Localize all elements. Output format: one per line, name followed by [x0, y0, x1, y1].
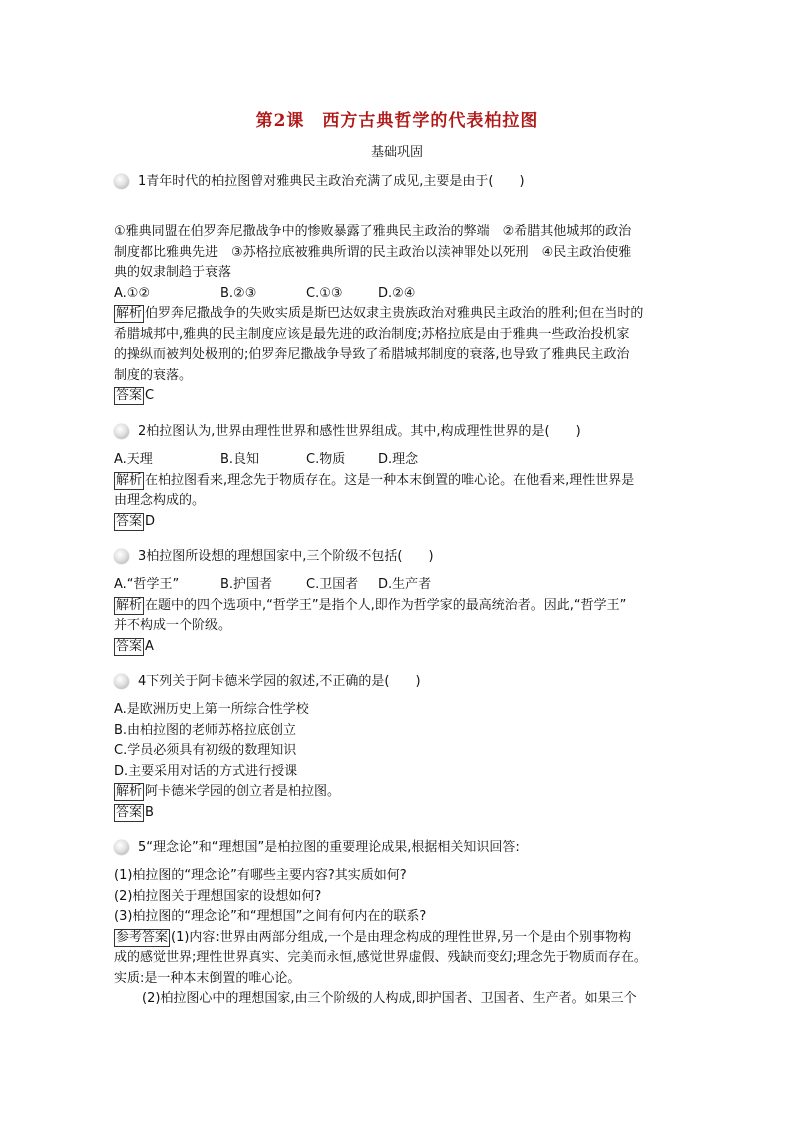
analysis-line: 并不构成一个阶级。 [114, 618, 232, 633]
question-2-options [114, 450, 682, 471]
option-d: D.②④ [378, 285, 416, 301]
subquestion-line: (3)柏拉图的“理念论”和“理想国”之间有何内在的联系? [114, 909, 427, 924]
option-b: B.②③ [220, 285, 257, 301]
analysis-tag: 解析 [116, 306, 143, 321]
question-4-stem [114, 672, 682, 692]
option-b: B.护国者 [220, 577, 273, 592]
lesson-title: 第2课 西方古典哲学的代表柏拉图 [255, 111, 539, 131]
question-5-body [114, 866, 682, 1010]
analysis-tag: 解析 [116, 472, 143, 488]
question-3-stem [114, 547, 682, 567]
option-c: C.卫国者 [306, 577, 359, 592]
option-d: D.理念 [378, 452, 419, 467]
reference-answer-line: 参考答案 (1)内容:世界由两部分组成,一个是由理念构成的理性世界,另一个是由个别事物构 [116, 929, 632, 945]
option-c: C.①③ [306, 285, 343, 301]
option-b: B.良知 [220, 452, 260, 467]
question-bullet-icon [114, 174, 129, 189]
analysis-line: 希腊城邦中,雅典的民主制度应该是最先进的政治制度;苏格拉底是由于雅典一些政治投机家 [114, 326, 630, 342]
option-a: A.“哲学王” [114, 577, 180, 592]
question-2-body [114, 450, 682, 532]
answer-value: C [145, 388, 155, 403]
question-1-stem [114, 172, 682, 192]
answer-value: A [145, 638, 154, 654]
question-bullet-icon [114, 424, 129, 439]
question-4-body [114, 700, 682, 823]
option-c: C.物质 [306, 452, 346, 467]
question-3-body [114, 575, 682, 657]
answer-line [114, 386, 682, 407]
analysis-line: 解析 阿卡德米学园的创立者是柏拉图。 [116, 784, 341, 799]
option-a: A.是欧洲历史上第一所综合性学校 [114, 702, 309, 717]
question-5 [114, 838, 682, 858]
option-d: D.主要采用对话的方式进行授课 [114, 763, 298, 779]
section-heading: 基础巩固 [370, 145, 423, 160]
question-2 [114, 422, 682, 442]
option-a: A.①② [114, 285, 151, 301]
question-2-text: 2柏拉图认为,世界由理性世界和感性世界组成。其中,构成理性世界的是( ) [138, 424, 581, 439]
question-1-text: 1青年时代的柏拉图曾对雅典民主政治充满了成见,主要是由于( ) [138, 174, 525, 189]
answer-tag: 答案 [116, 804, 143, 820]
question-1-body [114, 222, 682, 407]
question-bullet-icon [114, 840, 129, 855]
answer-value: D [145, 513, 156, 529]
analysis-line: 解析 在题中的四个选项中,“哲学王”是指个人,即作为哲学家的最高统治者。因此,“哲学王” [116, 597, 627, 613]
question-4 [114, 672, 682, 692]
question-3-options [114, 575, 682, 596]
question-5-text: 5“理念论”和“理想国”是柏拉图的重要理论成果,根据相关知识回答: [138, 840, 520, 855]
analysis-line: 解析 伯罗奔尼撒战争的失败实质是斯巴达奴隶主贵族政治对雅典民主政治的胜利;但在当时的 [116, 306, 644, 321]
question-2-stem [114, 422, 682, 442]
answer-line [114, 803, 682, 824]
option-c: C.学员必须具有初级的数理知识 [114, 743, 297, 758]
statement-line: ①雅典同盟在伯罗奔尼撒战争中的惨败暴露了雅典民主政治的弊端 ②希腊其他城邦的政治 [114, 224, 632, 239]
question-3 [114, 547, 682, 567]
subquestion-line: (1)柏拉图的“理念论”有哪些主要内容?其实质如何? [114, 868, 407, 883]
statement-line: 制度都比雅典先进 ③苏格拉底被雅典所谓的民主政治以渎神罪处以死刑 ④民主政治使雅 [114, 244, 632, 260]
analysis-tag: 解析 [116, 597, 143, 613]
reference-answer-line: 成的感觉世界;理性世界真实、完美而永恒,感觉世界虚假、残缺而变幻;理念先于物质而存在。 [114, 950, 647, 965]
answer-tag: 答案 [116, 388, 143, 403]
question-bullet-icon [114, 549, 129, 564]
reference-answer-line: (2)柏拉图心中的理想国家,由三个阶级的人构成,即护国者、卫国者、生产者。如果三个 [142, 991, 637, 1006]
question-3-text: 3柏拉图所设想的理想国家中,三个阶级不包括( ) [138, 549, 434, 564]
answer-line [114, 637, 682, 658]
reference-answer-tag: 参考答案 [116, 929, 169, 945]
analysis-line: 解析 在柏拉图看来,理念先于物质存在。这是一种本末倒置的唯心论。在他看来,理性世界是 [116, 472, 635, 488]
analysis-tag: 解析 [116, 784, 143, 799]
reference-answer-line: 实质:是一种本末倒置的唯心论。 [114, 970, 301, 986]
statement-line: 典的奴隶制趋于衰落 [114, 265, 232, 280]
analysis-line: 由理念构成的。 [114, 493, 206, 508]
option-b: B.由柏拉图的老师苏格拉底创立 [114, 722, 297, 738]
answer-tag: 答案 [116, 513, 143, 529]
option-d: D.生产者 [378, 577, 432, 592]
question-1-options [114, 284, 682, 305]
question-bullet-icon [114, 674, 129, 689]
option-a: A.天理 [114, 452, 153, 467]
analysis-line: 的操纵而被判处极刑的;伯罗奔尼撒战争导致了希腊城邦制度的衰落,也导致了雅典民主政治 [114, 347, 630, 362]
subquestion-line: (2)柏拉图关于理想国家的设想如何? [114, 888, 322, 904]
answer-tag: 答案 [116, 638, 143, 654]
answer-value: B [145, 804, 154, 820]
answer-line [114, 512, 682, 533]
question-5-stem [114, 838, 682, 858]
question-1 [114, 172, 682, 192]
analysis-line: 制度的衰落。 [114, 367, 193, 383]
question-4-text: 4下列关于阿卡德米学园的叙述,不正确的是( ) [138, 674, 421, 689]
